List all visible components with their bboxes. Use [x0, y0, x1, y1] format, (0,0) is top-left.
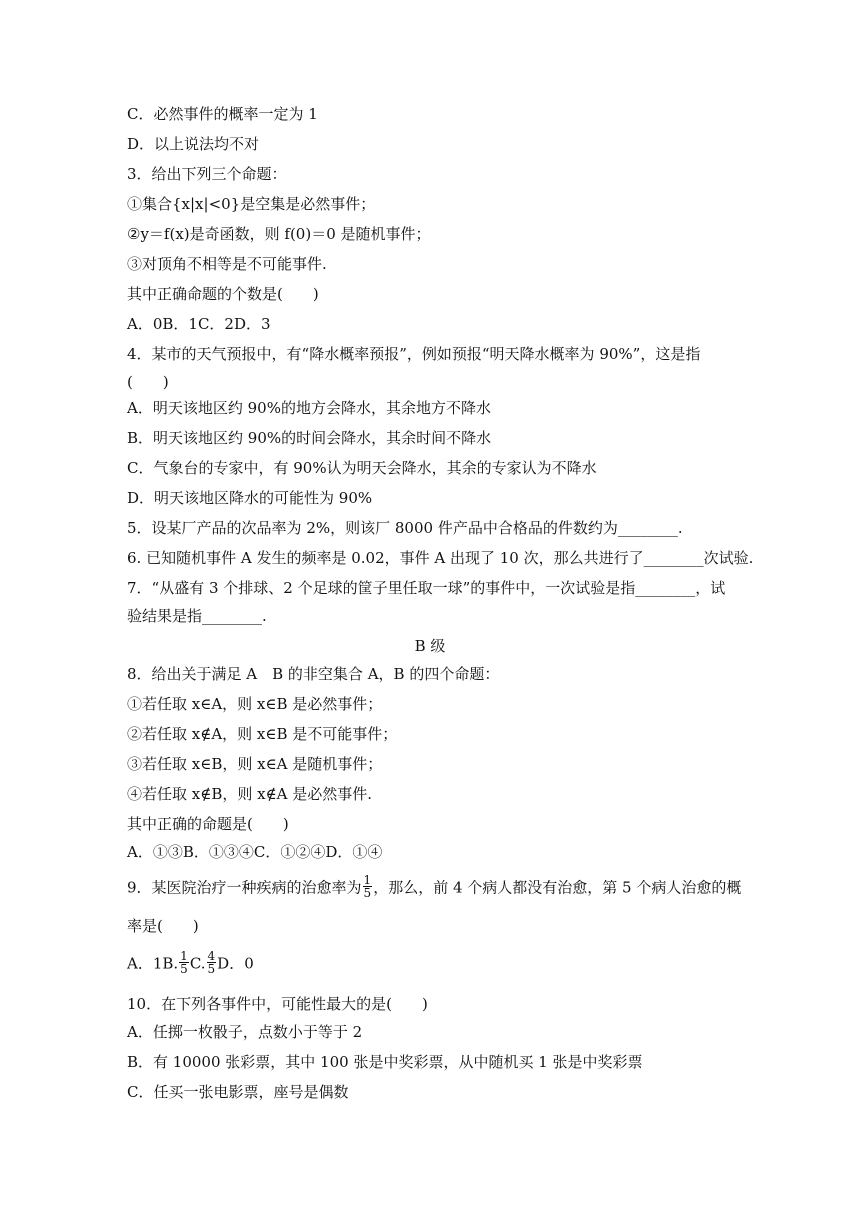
- fraction-numerator: 1: [363, 873, 372, 887]
- q4-option-c: C．气象台的专家中，有 90%认为明天会降水，其余的专家认为不降水: [127, 459, 597, 477]
- q3-options: A．0B．1C．2D．3: [127, 315, 271, 333]
- q8-options: A．①③B．①③④C．①②④D．①④: [127, 843, 383, 861]
- q4-option-a: A．明天该地区约 90%的地方会降水，其余地方不降水: [127, 399, 491, 417]
- q2-option-d: D．以上说法均不对: [127, 135, 260, 153]
- q9-rate-fraction: [363, 874, 373, 899]
- q5-stem: 5．设某厂产品的次品率为 2%，则该厂 8000 件产品中合格品的件数约为________.: [127, 519, 683, 537]
- q4-option-d: D．明天该地区降水的可能性为 90%: [127, 489, 373, 507]
- q8-stem: 8．给出关于满足 A B 的非空集合 A，B 的四个命题：: [127, 665, 500, 683]
- q9-option-d-label: D．0: [217, 954, 254, 973]
- q8-question: 其中正确的命题是( ): [127, 815, 289, 833]
- q3-proposition-2: ②y＝f(x)是奇函数，则 f(0)＝0 是随机事件；: [127, 225, 431, 243]
- q9-stem-text-1: 9．某医院治疗一种疾病的治愈率为: [127, 878, 362, 897]
- q9-option-a-b-label: A．1B.: [127, 954, 179, 973]
- q9-options: [127, 949, 740, 977]
- fraction-numerator: 1: [180, 949, 188, 963]
- q7-stem: 7．“从盛有 3 个排球、2 个足球的筐子里任取一球”的事件中，一次试验是指________，试: [127, 579, 726, 597]
- q4-stem-cont: ( ): [127, 373, 169, 391]
- q8-proposition-2: ②若任取 x∉A，则 x∈B 是不可能事件；: [127, 725, 398, 743]
- q9-stem-cont: 率是( ): [127, 917, 199, 935]
- q4-stem: 4．某市的天气预报中，有“降水概率预报”，例如预报“明天降水概率为 90%”，这是指: [127, 345, 701, 363]
- q3-proposition-1: ①集合{x|x|<0}是空集是必然事件；: [127, 195, 376, 213]
- q10-option-c: C．任买一张电影票，座号是偶数: [127, 1083, 349, 1101]
- q10-option-a: A．任掷一枚骰子，点数小于等于 2: [127, 1023, 363, 1041]
- fraction-numerator: 4: [207, 949, 216, 963]
- q4-option-b: B．明天该地区约 90%的时间会降水，其余时间不降水: [127, 429, 492, 447]
- q2-option-c: C．必然事件的概率一定为 1: [127, 105, 318, 123]
- fraction-denominator: 5: [207, 962, 216, 976]
- q10-option-b: B．有 10000 张彩票，其中 100 张是中奖彩票，从中随机买 1 张是中奖彩票: [127, 1053, 643, 1071]
- q9-stem-text-2: ，那么，前 4 个病人都没有治愈，第 5 个病人治愈的概: [373, 878, 742, 897]
- q3-question: 其中正确命题的个数是( ): [127, 285, 319, 303]
- q3-stem: 3．给出下列三个命题：: [127, 165, 287, 183]
- q8-proposition-4: ④若任取 x∉B，则 x∉A 是必然事件.: [127, 785, 373, 803]
- fraction-denominator: 5: [363, 886, 372, 900]
- q7-stem-cont: 验结果是指________.: [127, 607, 267, 625]
- q9-stem: [127, 873, 742, 901]
- q8-proposition-3: ③若任取 x∈B，则 x∈A 是随机事件；: [127, 755, 383, 773]
- q10-stem: 10．在下列各事件中，可能性最大的是( ): [127, 995, 428, 1013]
- q8-proposition-1: ①若任取 x∈A，则 x∈B 是必然事件；: [127, 695, 383, 713]
- q9-option-c-label: C.: [189, 954, 206, 973]
- q6-stem: 6. 已知随机事件 A 发生的频率是 0.02，事件 A 出现了 10 次，那么共进行了________次试验.: [127, 549, 754, 567]
- q3-proposition-3: ③对顶角不相等是不可能事件.: [127, 255, 327, 273]
- q9-option-c-fraction: [207, 950, 217, 975]
- q9-option-b-fraction: [179, 950, 189, 975]
- section-b-heading: B 级: [414, 637, 446, 655]
- fraction-denominator: 5: [180, 962, 188, 976]
